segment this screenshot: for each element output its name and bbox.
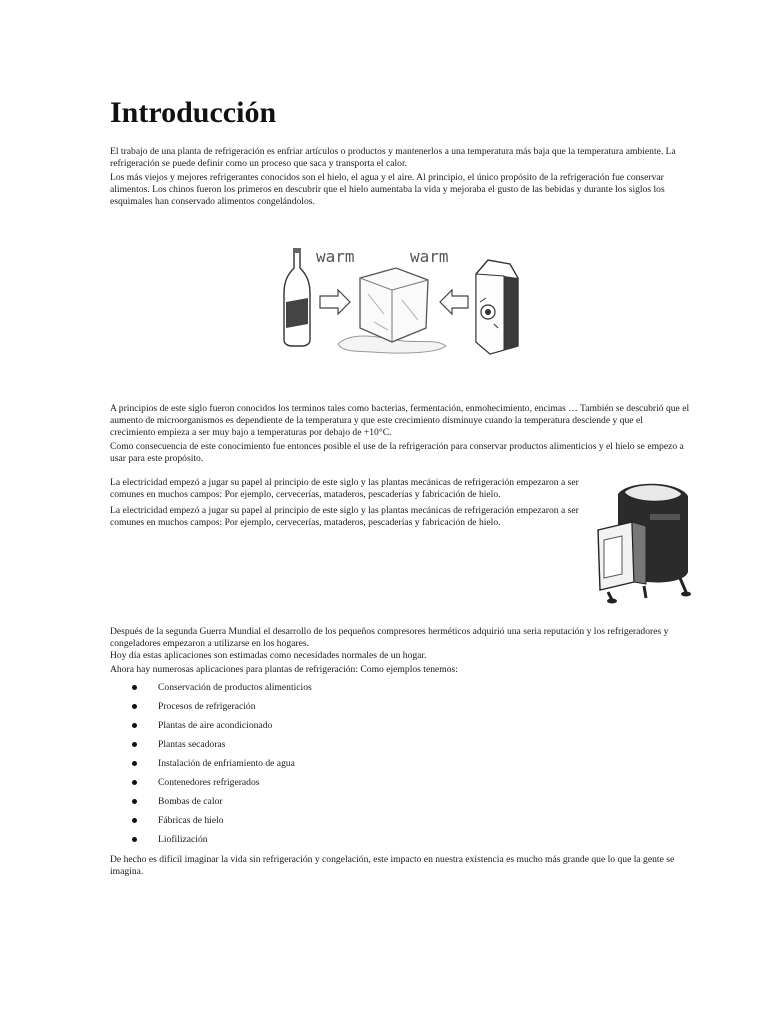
paragraph-microorganisms: A principios de este siglo fueron conocidos los terminos tales como bacterias, fermentación, enmohecimiento, encimas … También se descubrió que el aumento de microorganismos es dependiente de la temperatura y que este crecimiento disminuye cuando la temperatura desciende y que el crecimiento empieza a ser muy bajo a temperaturas por debajo de +10°C.	[110, 403, 690, 438]
page-title: Introducción	[110, 96, 277, 129]
bullet-icon	[132, 742, 137, 747]
bullet-icon	[132, 818, 137, 823]
bullet-icon	[132, 704, 137, 709]
warm-label-left: warm	[316, 247, 355, 266]
arrow-right-icon	[320, 290, 350, 314]
bullet-icon	[132, 723, 137, 728]
list-item: Fábricas de hielo	[110, 815, 670, 834]
list-item: Instalación de enfriamiento de agua	[110, 758, 670, 777]
list-item: Plantas de aire acondicionado	[110, 720, 670, 739]
ice-cube-icon	[338, 268, 446, 353]
list-item: Conservación de productos alimenticios	[110, 682, 670, 701]
paragraph-refrigerants: Los más viejos y mejores refrigerantes conocidos son el hielo, el agua y el aire. Al principio, el único propósito de la refrigeración fue conservar alimentos. Los chinos fueron los primeros en descubrir que el hielo aumentaba la vida y mejoraba el gusto de las bebidas y durante los siglos los esquimales han conservado alimentos congelándolos.	[110, 172, 665, 207]
paragraph-today: Hoy día estas aplicaciones son estimadas como necesidades normales de un hogar.	[110, 650, 427, 661]
bullet-icon	[132, 685, 137, 690]
paragraph-applications-intro: Ahora hay numerosas aplicaciones para plantas de refrigeración: Como ejemplos tenemos:	[110, 664, 458, 675]
paragraph-intro: El trabajo de una planta de refrigeración es enfriar artículos o productos y mantenerlos a una temperatura más baja que la temperatura ambiente. La refrigeración se puede definir como un proceso que saca y transporta el calor.	[110, 146, 676, 169]
list-item: Contenedores refrigerados	[110, 777, 670, 796]
paragraph-conclusion: De hecho es difícil imaginar la vida sin refrigeración y congelación, este impacto en nuestra existencia es mucho más grande que lo que la gente se imagina.	[110, 854, 675, 877]
paragraph-electricity-repeat: La electricidad empezó a jugar su papel al principio de este siglo y las plantas mecánicas de refrigeración empezaron a ser comunes en muchos campos: Por ejemplo, cervecerías, mataderos, pescaderías y fabricación de hielo.	[110, 505, 579, 528]
list-item: Liofilización	[110, 834, 670, 853]
bullet-icon	[132, 799, 137, 804]
list-item: Procesos de refrigeración	[110, 701, 670, 720]
warm-label-right: warm	[410, 247, 449, 266]
list-item: Plantas secadoras	[110, 739, 670, 758]
milk-carton-icon	[476, 260, 518, 354]
bullet-icon	[132, 761, 137, 766]
paragraph-electricity: La electricidad empezó a jugar su papel al principio de este siglo y las plantas mecánicas de refrigeración empezaron a ser comunes en muchos campos: Por ejemplo, cervecerías, mataderos, pescaderías y fabricación de hielo.	[110, 477, 579, 500]
bottle-icon	[284, 248, 310, 346]
compressor-illustration	[588, 474, 698, 606]
bullet-icon	[132, 780, 137, 785]
arrow-left-icon	[440, 290, 468, 314]
paragraph-consequence: Como consecuencia de este conocimiento fue entonces posible el use de la refrigeración para conservar productos alimenticios y el hielo se empezo a usar para este propósito.	[110, 441, 684, 464]
list-item: Bombas de calor	[110, 796, 670, 815]
bullet-icon	[132, 837, 137, 842]
warm-ice-illustration	[276, 232, 526, 364]
applications-list	[110, 682, 670, 853]
paragraph-post-war: Después de la segunda Guerra Mundial el desarrollo de los pequeños compresores herméticos adquirió una seria reputación y los refrigeradores y congeladores empezaron a utilizarse en los hogares.	[110, 626, 669, 649]
